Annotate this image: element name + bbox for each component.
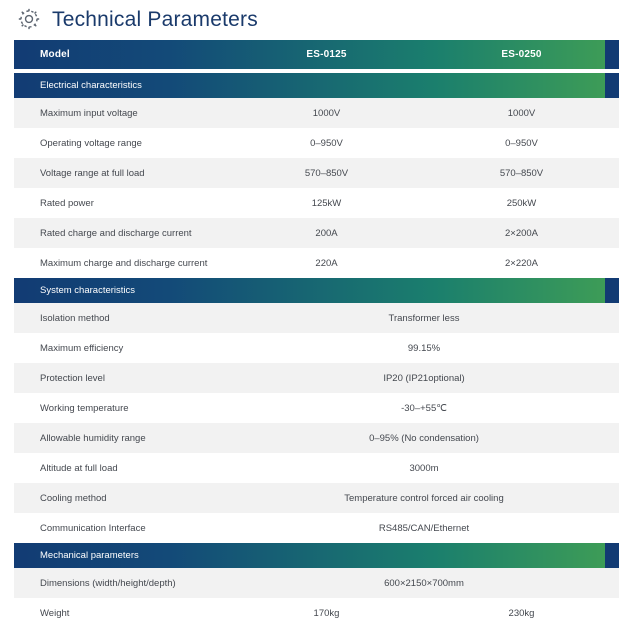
row-value-es0125: 170kg [313,607,340,619]
section-header-electrical [14,73,619,98]
row-label: Weight [40,607,70,619]
table-row [14,568,619,598]
page-header [14,0,619,40]
table-row [14,363,619,393]
row-label: Cooling method [14,483,229,513]
row-value-es0250: 2×200A [424,218,619,248]
row-value-es0125: 200A [229,218,424,248]
table-row [14,218,619,248]
row-value-merged: 0–95% (No condensation) [229,423,619,453]
table-row [14,393,619,423]
table-row [14,128,619,158]
table-row [14,598,619,628]
column-header-es0125: ES-0125 [229,40,424,69]
table-row [14,453,619,483]
section-title: Mechanical parameters [14,543,619,568]
row-value-merged: IP20 (IP21optional) [229,363,619,393]
technical-parameters-table [14,40,619,628]
row-label: Isolation method [14,303,229,333]
table-row [14,483,619,513]
gear-icon [16,6,42,32]
row-label: Maximum charge and discharge current [40,257,208,269]
row-value-es0125: 125kW [311,197,342,209]
column-header-model: Model [14,40,229,69]
row-value-es0125: 220A [315,257,338,269]
table-row [14,158,619,188]
row-value-merged: 3000m [409,462,439,474]
table-row [14,333,619,363]
row-value-merged: 600×2150×700mm [229,568,619,598]
table-row [14,423,619,453]
row-label: Rated power [40,197,94,209]
table-header-row [14,40,619,69]
row-label: Working temperature [40,402,129,414]
section-header-mechanical [14,543,619,568]
row-label: Operating voltage range [40,137,142,149]
row-label: Allowable humidity range [14,423,229,453]
row-label: Voltage range at full load [14,158,229,188]
table-row [14,248,619,278]
section-title: System characteristics [14,278,619,303]
row-value-es0250: 230kg [508,607,535,619]
row-label: Protection level [14,363,229,393]
row-value-es0250: 250kW [506,197,537,209]
row-value-es0125: 0–950V [310,137,343,149]
row-value-es0250: 0–950V [505,137,538,149]
row-value-merged: 99.15% [407,342,441,354]
table-row [14,98,619,128]
row-label: Altitude at full load [40,462,118,474]
row-value-merged: -30–+55℃ [401,402,447,414]
row-value-es0250: 570–850V [424,158,619,188]
row-value-es0250: 1000V [424,98,619,128]
row-value-merged: RS485/CAN/Ethernet [378,522,470,534]
table-row [14,303,619,333]
section-title: Electrical characteristics [14,73,619,98]
row-value-es0125: 1000V [229,98,424,128]
page-title: Technical Parameters [52,7,258,31]
row-label: Maximum efficiency [40,342,124,354]
row-label: Communication Interface [40,522,146,534]
row-label: Rated charge and discharge current [14,218,229,248]
row-value-es0250: 2×220A [504,257,539,269]
row-label: Maximum input voltage [14,98,229,128]
row-value-merged: Temperature control forced air cooling [229,483,619,513]
row-value-merged: Transformer less [229,303,619,333]
table-row [14,513,619,543]
column-header-es0250: ES-0250 [424,40,619,69]
table-row [14,188,619,218]
row-label: Dimensions (width/height/depth) [14,568,229,598]
row-value-es0125: 570–850V [229,158,424,188]
section-header-system [14,278,619,303]
